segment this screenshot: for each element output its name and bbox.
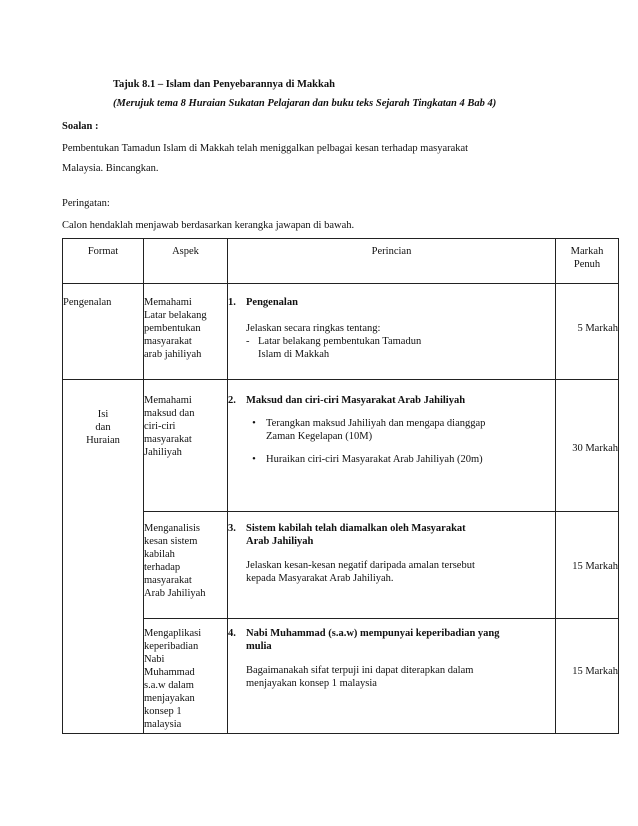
table-row [63, 380, 619, 512]
table-row [63, 512, 619, 619]
marks-cell: 30 Markah [556, 380, 619, 512]
marks-cell: 15 Markah [556, 512, 619, 619]
question-label: Soalan : [62, 121, 99, 132]
format-cell: Isi dan Huraian [63, 380, 144, 734]
question-line-1: Pembentukan Tamadun Islam di Makkah telah meniggalkan pelbagai kesan terhadap masyarakat [62, 143, 469, 154]
marks-cell: 5 Markah [556, 284, 619, 380]
table-row [63, 284, 619, 380]
marks-cell: 15 Markah [556, 619, 619, 734]
aspek-cell: Mengaplikasi keperibadian Nabi Muhammad s.a.w dalam menjayakan konsep 1 malaysia [144, 619, 228, 734]
answer-framework-table [62, 238, 619, 734]
aspek-cell: Memahami maksud dan ciri-ciri masyarakat Jahiliyah [144, 380, 228, 512]
warning-label: Peringatan: [62, 198, 110, 209]
header-format: Format [63, 239, 144, 284]
table-header-row [63, 239, 619, 284]
header-perincian: Perincian [228, 239, 556, 284]
perincian-cell: 2. Maksud dan ciri-ciri Masyarakat Arab Jahiliyah • Terangkan maksud Jahiliyah dan mengapa dianggap Zaman Kegelapan (10M) • Huraikan ciri-ciri Masyarakat Arab Jahiliyah (20m) [228, 380, 556, 512]
perincian-cell: 4. Nabi Muhammad (s.a.w) mempunyai keperibadian yang mulia Bagaimanakah sifat terpuji ini dapat diterapkan dalam menjayakan konsep 1 malaysia [228, 619, 556, 734]
bullet-icon: • [252, 418, 256, 429]
aspek-cell: Memahami Latar belakang pembentukan masyarakat arab jahiliyah [144, 284, 228, 380]
document-title: Tajuk 8.1 – Islam dan Penyebarannya di Makkah [113, 79, 335, 90]
question-line-2: Malaysia. Bincangkan. [62, 163, 159, 174]
header-markah-penuh: Markah Penuh [556, 239, 619, 284]
perincian-cell: 1. Pengenalan Jelaskan secara ringkas tentang: - Latar belakang pembentukan Tamadun Islam di Makkah [228, 284, 556, 380]
aspek-cell: Menganalisis kesan sistem kabilah terhadap masyarakat Arab Jahiliyah [144, 512, 228, 619]
table-row [63, 619, 619, 734]
document-subtitle: (Merujuk tema 8 Huraian Sukatan Pelajaran dan buku teks Sejarah Tingkatan 4 Bab 4) [113, 98, 497, 109]
perincian-cell: 3. Sistem kabilah telah diamalkan oleh Masyarakat Arab Jahiliyah Jelaskan kesan-kesan negatif daripada amalan tersebut kepada Masyarakat Arab Jahiliyah. [228, 512, 556, 619]
format-cell: Pengenalan [63, 284, 144, 380]
header-aspek: Aspek [144, 239, 228, 284]
bullet-icon: • [252, 454, 256, 465]
warning-text: Calon hendaklah menjawab berdasarkan kerangka jawapan di bawah. [62, 220, 355, 231]
